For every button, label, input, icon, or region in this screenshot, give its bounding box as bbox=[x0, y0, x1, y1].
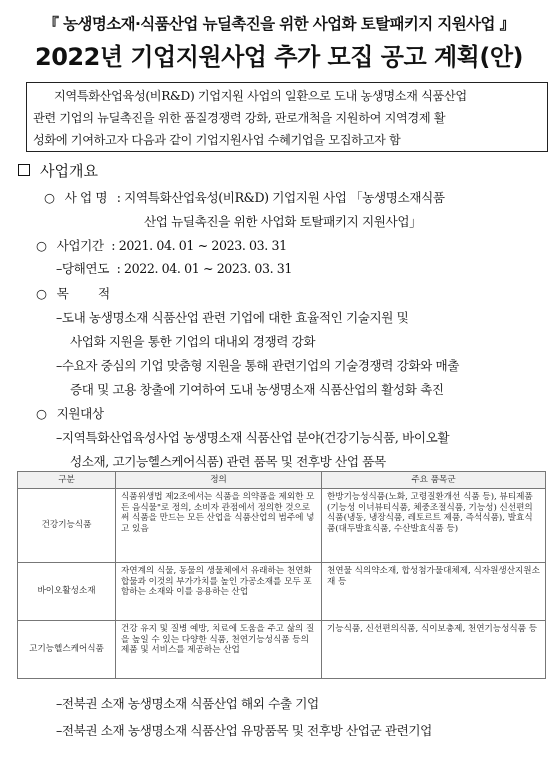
project-period-label: 사업기간 bbox=[56, 238, 104, 253]
current-year-value: : 2022. 04. 01 ~ 2023. 03. 31 bbox=[116, 261, 293, 276]
checkbox-square-icon bbox=[18, 164, 30, 176]
table-cell-category: 바이오활성소재 bbox=[18, 563, 116, 621]
target-item: –전북권 소재 농생명소재 식품산업 해외 수출 기업 bbox=[56, 696, 319, 711]
target-label: 지원대상 bbox=[56, 406, 104, 421]
purpose-item-cont: 사업화 지원을 통한 기업의 대내외 경쟁력 강화 bbox=[70, 334, 316, 349]
project-name-value: : 지역특화산업육성(비R&D) 기업지원 사업 「농생명소재식품 bbox=[116, 190, 445, 205]
table-row bbox=[18, 621, 546, 679]
project-name-value-cont: 산업 뉴딜촉진을 위한 사업화 토탈패키지 지원사업」 bbox=[144, 214, 422, 229]
target-row bbox=[36, 403, 104, 422]
project-period-value: : 2021. 04. 01 ~ 2023. 03. 31 bbox=[111, 238, 287, 253]
project-period-row bbox=[36, 235, 287, 254]
target-item: –지역특화산업육성사업 농생명소재 식품산업 분야(건강기능식품, 바이오활 bbox=[56, 430, 450, 445]
table-cell-definition: 자연계의 식물, 동물의 생물체에서 유래하는 천연화합물과 이것의 부가가치를 높인 가공소재를 모두 포함하는 소재와 이를 응용하는 산업 bbox=[116, 563, 322, 621]
table-header-products: 주요 품목군 bbox=[322, 472, 546, 489]
circle-bullet-icon: ○ bbox=[36, 286, 47, 301]
current-year-row bbox=[56, 258, 292, 277]
table-header-definition: 정의 bbox=[116, 472, 322, 489]
purpose-item: –수요자 중심의 기업 맞춤형 지원을 통해 관련기업의 기술경쟁력 강화와 매출 bbox=[56, 358, 460, 373]
intro-box bbox=[26, 82, 548, 152]
target-item: –전북권 소재 농생명소재 식품산업 유망품목 및 전후방 산업군 관련기업 bbox=[56, 723, 432, 738]
intro-line: 지역특화산업육성(비R&D) 기업지원 사업의 일환으로 도내 농생명소재 식품산업 bbox=[54, 89, 467, 103]
purpose-item: –도내 농생명소재 식품산업 관련 기업에 대한 효율적인 기술지원 및 bbox=[56, 310, 409, 325]
section-title: 사업개요 bbox=[40, 162, 98, 180]
table-cell-products: 한방기능성식품(노화, 고령질환개선 식품 등), 뷰티제품(기능성 이너뷰티식품, 체중조절식품, 기능성) 신선편의식품(냉동, 냉장식품, 레토르트 제품, 즉석식품), 발효식품(대두발효식품, 수산발효식품 등) bbox=[322, 489, 546, 563]
project-name-label: 사 업 명 bbox=[64, 190, 108, 205]
document-title: 2022년 기업지원사업 추가 모집 공고 계획(안) bbox=[35, 43, 523, 71]
circle-bullet-icon: ○ bbox=[44, 190, 55, 205]
table-header-row bbox=[18, 472, 546, 489]
category-table bbox=[17, 471, 546, 679]
table-cell-products: 기능식품, 신선편의식품, 식이보충제, 천연기능성식품 등 bbox=[322, 621, 546, 679]
table-row bbox=[18, 563, 546, 621]
circle-bullet-icon: ○ bbox=[36, 238, 47, 253]
current-year-label: –당해연도 bbox=[56, 261, 109, 276]
table-cell-products: 천연물 식의약소재, 합성첨가물대체제, 식자원생산지원소재 등 bbox=[322, 563, 546, 621]
purpose-row bbox=[36, 283, 110, 302]
table-cell-category: 건강기능식품 bbox=[18, 489, 116, 563]
purpose-label: 목 적 bbox=[56, 286, 110, 301]
table-cell-category: 고기능헬스케어식품 bbox=[18, 621, 116, 679]
intro-line: 성화에 기여하고자 다음과 같이 기업지원사업 수혜기업을 모집하고자 함 bbox=[33, 133, 401, 147]
table-row bbox=[18, 489, 546, 563]
document-subtitle: 『 농생명소재·식품산업 뉴딜촉진을 위한 사업화 토탈패키지 지원사업 』 bbox=[43, 15, 515, 33]
target-item-cont: 성소재, 고기능헬스케어식품) 관련 품목 및 전후방 산업 품목 bbox=[70, 454, 386, 469]
intro-line: 관련 기업의 뉴딜촉진을 위한 품질경쟁력 강화, 판로개척을 지원하여 지역경제 활 bbox=[33, 111, 446, 125]
project-name-row bbox=[44, 187, 445, 206]
table-cell-definition: 건강 유지 및 질병 예방, 치료에 도움을 주고 삶의 질을 높일 수 있는 다양한 식품, 천연기능성식품 등의 제품 및 서비스를 제공하는 산업 bbox=[116, 621, 322, 679]
table-cell-definition: 식품위생법 제2조에서는 식품을 의약품을 제외한 모든 음식물"로 정의, 소비자 관점에서 정의한 것으로써 식품을 만드는 모든 산업을 식품산업의 범주에 넣고 있음 bbox=[116, 489, 322, 563]
table-header-category: 구분 bbox=[18, 472, 116, 489]
section-heading bbox=[18, 160, 98, 181]
purpose-item-cont: 증대 및 고용 창출에 기여하여 도내 농생명소재 식품산업의 활성화 촉진 bbox=[70, 382, 444, 397]
circle-bullet-icon: ○ bbox=[36, 406, 47, 421]
